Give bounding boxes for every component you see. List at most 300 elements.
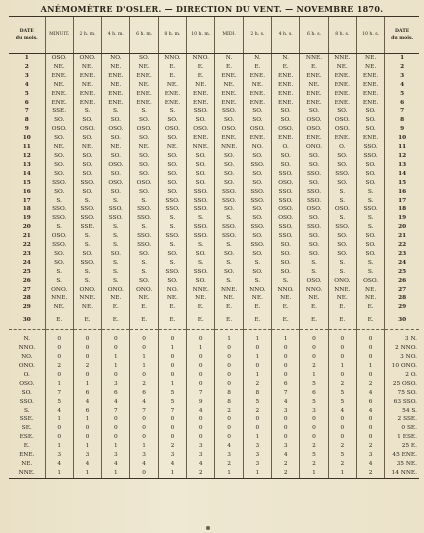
count-cell: 5 [300, 380, 328, 389]
direction-cell: ENE. [272, 134, 300, 143]
total-direction: SSE. [403, 416, 417, 423]
direction-cell: SO. [356, 170, 384, 179]
direction-cell: N. [243, 54, 271, 63]
direction-cell: SO. [243, 152, 271, 161]
count-cell: 0 [215, 344, 243, 353]
direction-cell: SSO. [243, 223, 271, 232]
count-cell: 0 [243, 344, 271, 353]
direction-cell: SO. [356, 125, 384, 134]
total-row [9, 344, 419, 353]
day-number-right: 25 [385, 268, 419, 277]
count-cell: 0 [215, 424, 243, 433]
count-cell: 0 [158, 424, 186, 433]
count-cell: 3 [243, 460, 271, 469]
direction-cell: NE. [356, 294, 384, 303]
direction-cell: SSO. [215, 232, 243, 241]
count-cell: 1 [73, 442, 101, 451]
day-number: 23 [22, 250, 31, 257]
total-cell [385, 398, 419, 407]
direction-cell: ENE. [102, 90, 130, 99]
count-cell: 0 [187, 353, 215, 362]
direction-cell: E. [158, 303, 186, 312]
day-number: 14 [22, 170, 31, 177]
table-header [9, 17, 419, 54]
direction-cell: SO. [73, 170, 101, 179]
direction-cell: NE. [102, 63, 130, 72]
day-row [9, 54, 419, 63]
direction-cell: SSO. [187, 188, 215, 197]
day-number: 13 [22, 161, 31, 168]
direction-cell: S. [215, 259, 243, 268]
count-cell: 1 [102, 469, 130, 478]
direction-cell: SSO. [300, 197, 328, 206]
direction-cell: SSO. [130, 214, 158, 223]
direction-cell: NE. [130, 63, 158, 72]
direction-cell: SO. [328, 107, 356, 116]
direction-cell: ENE. [243, 134, 271, 143]
count-cell: 7 [102, 407, 130, 416]
direction-cell: ENE. [45, 99, 73, 108]
total-count: 3 [400, 354, 404, 361]
direction-cell: SO. [272, 116, 300, 125]
count-cell: 0 [45, 433, 73, 442]
count-cell: 2 [300, 362, 328, 371]
direction-cell: ENE. [102, 72, 130, 81]
count-cell: 0 [102, 424, 130, 433]
direction-cell: NE. [73, 63, 101, 72]
total-cell [385, 362, 419, 371]
direction-cell: ENE. [356, 134, 384, 143]
count-cell: 0 [187, 380, 215, 389]
day-row [9, 259, 419, 268]
hour-column-header: 8 h. m. [158, 17, 186, 54]
count-cell: 0 [45, 424, 73, 433]
total-direction: ESE. [402, 434, 417, 441]
total-row [9, 371, 419, 380]
hour-column-header: 10 h. s. [356, 17, 384, 54]
direction-cell: E. [130, 303, 158, 312]
direction-cell: S. [215, 277, 243, 286]
total-row [9, 389, 419, 398]
count-cell: 0 [130, 344, 158, 353]
count-cell: 1 [243, 371, 271, 380]
direction-cell: SSO. [187, 205, 215, 214]
direction-cell: SO. [158, 170, 186, 179]
total-cell [385, 407, 419, 416]
direction-cell: ONO. [130, 286, 158, 295]
direction-cell: S. [158, 241, 186, 250]
direction-cell: SO. [356, 179, 384, 188]
count-cell: 0 [328, 353, 356, 362]
direction-cell: OSO. [356, 277, 384, 286]
day-number-right: 29 [385, 303, 419, 312]
direction-cell: NE. [215, 294, 243, 303]
day-row [9, 152, 419, 161]
direction-cell: SSO. [243, 197, 271, 206]
direction-cell: E. [300, 63, 328, 72]
direction-cell: S. [73, 268, 101, 277]
direction-cell: E. [215, 63, 243, 72]
direction-cell: ENE. [102, 99, 130, 108]
direction-cell: SO. [356, 107, 384, 116]
direction-cell: SSO. [300, 188, 328, 197]
direction-cell: ENE. [45, 72, 73, 81]
day-number: 18 [22, 206, 31, 213]
day-number: 7 [24, 108, 29, 115]
count-cell: 0 [272, 344, 300, 353]
direction-cell: SO. [243, 232, 271, 241]
direction-cell: ENE. [272, 81, 300, 90]
count-cell: 2 [328, 460, 356, 469]
direction-cell: SSO. [158, 205, 186, 214]
count-cell: 0 [300, 335, 328, 344]
count-cell: 9 [187, 398, 215, 407]
direction-cell: OSO. [243, 125, 271, 134]
count-cell: 5 [300, 398, 328, 407]
direction-cell: SSO. [300, 170, 328, 179]
direction-cell: SO. [243, 205, 271, 214]
direction-cell: SSO. [158, 197, 186, 206]
direction-cell: SO. [328, 152, 356, 161]
direction-cell: OSO. [300, 125, 328, 134]
direction-cell: NNE. [45, 294, 73, 303]
direction-cell: S. [45, 197, 73, 206]
wind-direction-table [9, 16, 419, 479]
direction-cell: SO. [187, 116, 215, 125]
direction-label: E. [23, 443, 30, 450]
day-number: 12 [22, 152, 31, 159]
direction-cell: S. [102, 223, 130, 232]
direction-totals [9, 330, 419, 479]
direction-cell: NE. [130, 143, 158, 152]
total-direction: O. [410, 371, 417, 378]
direction-cell: SSO. [328, 170, 356, 179]
direction-cell: E. [243, 63, 271, 72]
direction-cell: SO. [272, 259, 300, 268]
count-cell: 0 [130, 433, 158, 442]
count-cell: 8 [215, 398, 243, 407]
direction-cell: SSO. [45, 179, 73, 188]
total-count: 75 [397, 389, 405, 396]
count-cell: 4 [45, 460, 73, 469]
count-cell: 1 [45, 380, 73, 389]
total-row [9, 335, 419, 344]
direction-cell: OSO. [102, 125, 130, 134]
direction-cell: SO. [243, 214, 271, 223]
count-cell: 0 [158, 353, 186, 362]
count-cell: 0 [328, 371, 356, 380]
direction-cell: SSO. [130, 241, 158, 250]
direction-cell: ENE. [215, 90, 243, 99]
direction-cell: SO. [45, 259, 73, 268]
total-count: 10 [391, 363, 400, 369]
direction-cell: NNE. [187, 286, 215, 295]
direction-cell: E. [272, 63, 300, 72]
count-cell: 6 [102, 389, 130, 398]
direction-label: NNO. [18, 345, 35, 352]
day-number-right: 16 [385, 188, 419, 197]
direction-cell: SO. [73, 134, 101, 143]
direction-cell: SO. [328, 241, 356, 250]
day-number-right: 10 [385, 134, 419, 143]
count-cell: 0 [300, 353, 328, 362]
direction-cell: S. [102, 259, 130, 268]
total-cell [385, 380, 419, 389]
direction-cell: SO. [300, 179, 328, 188]
count-cell: 1 [356, 362, 384, 371]
direction-cell: SO. [300, 152, 328, 161]
direction-cell: SO. [272, 241, 300, 250]
count-cell: 4 [328, 407, 356, 416]
count-cell: 4 [102, 460, 130, 469]
day-number: 26 [22, 277, 31, 284]
total-direction: NE. [405, 460, 417, 467]
direction-cell: S. [45, 277, 73, 286]
total-row [9, 407, 419, 416]
direction-cell: SO. [130, 170, 158, 179]
count-cell: 0 [272, 353, 300, 362]
count-cell: 0 [356, 415, 384, 424]
count-cell: 1 [73, 469, 101, 478]
date-label-right: DATE [395, 28, 410, 34]
direction-cell: NE. [328, 294, 356, 303]
direction-cell: S. [158, 107, 186, 116]
direction-cell: SO. [102, 116, 130, 125]
direction-cell: SSO. [73, 179, 101, 188]
day-row [9, 125, 419, 134]
count-cell: 2 [215, 407, 243, 416]
direction-cell: NE. [130, 294, 158, 303]
direction-cell: ENE. [272, 72, 300, 81]
direction-cell: SSO. [158, 232, 186, 241]
day-number-right: 27 [385, 286, 419, 295]
direction-cell: SO. [158, 179, 186, 188]
direction-cell: NE. [158, 294, 186, 303]
direction-cell: SO. [130, 134, 158, 143]
count-cell: 1 [73, 415, 101, 424]
count-cell: 1 [45, 442, 73, 451]
total-direction: ENE. [401, 452, 417, 459]
total-row [9, 353, 419, 362]
day-row [9, 312, 419, 330]
count-cell: 1 [215, 469, 243, 478]
direction-cell: OSO. [272, 205, 300, 214]
count-cell: 4 [187, 460, 215, 469]
count-cell: 4 [130, 460, 158, 469]
direction-cell: OSO. [328, 125, 356, 134]
direction-cell: ONO. [45, 286, 73, 295]
direction-cell: ENE. [300, 72, 328, 81]
direction-cell: OSO. [45, 232, 73, 241]
day-row [9, 303, 419, 312]
direction-cell: ENE. [73, 99, 101, 108]
total-count: 25 [401, 443, 410, 450]
direction-cell: SO. [300, 232, 328, 241]
direction-cell: S. [243, 277, 271, 286]
total-count: 0 [401, 425, 406, 432]
day-row [9, 223, 419, 232]
total-row [9, 460, 419, 469]
direction-cell: E. [158, 63, 186, 72]
count-cell: 1 [328, 362, 356, 371]
direction-cell: ENE. [272, 90, 300, 99]
day-row [9, 232, 419, 241]
day-number-right: 18 [385, 205, 419, 214]
count-cell: 3 [243, 442, 271, 451]
direction-cell: ENE. [158, 99, 186, 108]
day-row [9, 63, 419, 72]
direction-cell: SO. [158, 116, 186, 125]
direction-cell: S. [102, 232, 130, 241]
direction-cell: SSO. [215, 188, 243, 197]
direction-cell: NE. [73, 143, 101, 152]
direction-cell: S. [356, 223, 384, 232]
total-direction: NNE. [400, 469, 417, 476]
direction-cell: N. [215, 54, 243, 63]
direction-cell: O. [272, 143, 300, 152]
count-cell: 3 [187, 442, 215, 451]
count-cell: 4 [45, 407, 73, 416]
direction-cell: SO. [243, 107, 271, 116]
count-cell: 0 [243, 415, 271, 424]
count-cell: 1 [130, 353, 158, 362]
direction-cell: S. [130, 268, 158, 277]
count-cell: 3 [300, 407, 328, 416]
total-cell [385, 389, 419, 398]
direction-cell: OSO. [73, 125, 101, 134]
total-count: 1 [397, 434, 401, 441]
hour-column-header: 10 h. m. [187, 17, 215, 54]
count-cell: 1 [130, 362, 158, 371]
direction-cell: S. [73, 232, 101, 241]
direction-cell: O. [328, 143, 356, 152]
direction-cell: E. [130, 312, 158, 330]
day-number-right: 20 [385, 223, 419, 232]
direction-cell: S. [102, 277, 130, 286]
count-cell: 2 [300, 442, 328, 451]
count-cell: 0 [300, 344, 328, 353]
total-cell [385, 451, 419, 460]
direction-cell: E. [102, 312, 130, 330]
direction-label: ENE. [19, 452, 35, 459]
direction-cell: SSO. [187, 268, 215, 277]
daily-observations [9, 54, 419, 330]
direction-cell: E. [328, 303, 356, 312]
count-cell: 0 [73, 371, 101, 380]
direction-cell: OSO. [187, 125, 215, 134]
direction-cell: SSO. [130, 232, 158, 241]
count-cell: 2 [158, 442, 186, 451]
direction-cell: NNE. [215, 286, 243, 295]
total-cell [385, 344, 419, 353]
total-cell [385, 469, 419, 478]
day-number: 16 [22, 188, 31, 195]
direction-cell: SO. [300, 250, 328, 259]
direction-cell: SO. [272, 107, 300, 116]
count-cell: 4 [73, 460, 101, 469]
direction-cell: ENE. [272, 99, 300, 108]
direction-cell: SSO. [356, 205, 384, 214]
direction-cell: NE. [215, 81, 243, 90]
direction-cell: ENE. [300, 99, 328, 108]
day-number-right: 8 [385, 116, 419, 125]
direction-cell: SO. [73, 250, 101, 259]
direction-cell: NE. [300, 81, 328, 90]
direction-cell: S. [73, 107, 101, 116]
direction-cell: NE. [102, 294, 130, 303]
direction-cell: SO. [300, 107, 328, 116]
count-cell: 1 [102, 442, 130, 451]
total-count: 63 [393, 398, 402, 405]
hour-column-header: 6 h. s. [300, 17, 328, 54]
direction-cell: NNE. [300, 54, 328, 63]
day-number: 15 [22, 179, 31, 186]
direction-cell: SSO. [215, 107, 243, 116]
count-cell: 2 [45, 362, 73, 371]
direction-cell: E. [356, 312, 384, 330]
count-cell: 0 [215, 353, 243, 362]
direction-cell: SSO. [73, 214, 101, 223]
du-mois-label: du mois. [15, 35, 38, 41]
du-mois-label-right: du mois. [391, 35, 414, 41]
count-cell: 8 [243, 389, 271, 398]
count-cell: 6 [272, 380, 300, 389]
direction-cell: S. [356, 188, 384, 197]
count-cell: 1 [158, 344, 186, 353]
direction-cell: SO. [187, 179, 215, 188]
count-cell: 4 [102, 398, 130, 407]
direction-cell: SO. [45, 152, 73, 161]
day-row [9, 170, 419, 179]
count-cell: 0 [300, 424, 328, 433]
count-cell: 2 [356, 442, 384, 451]
count-cell: 4 [215, 442, 243, 451]
direction-cell: NE. [130, 81, 158, 90]
direction-cell: NNO. [187, 54, 215, 63]
direction-cell: NE. [356, 63, 384, 72]
direction-cell: E. [328, 312, 356, 330]
total-count: 2 [405, 371, 409, 378]
direction-cell: NE. [45, 303, 73, 312]
direction-cell: E. [187, 72, 215, 81]
day-row [9, 161, 419, 170]
direction-cell: S. [328, 268, 356, 277]
direction-cell: SSO. [272, 223, 300, 232]
direction-cell: E. [158, 312, 186, 330]
direction-cell: SO. [130, 116, 158, 125]
direction-cell: SO. [187, 250, 215, 259]
total-direction: N. [410, 336, 417, 343]
count-cell: 4 [130, 398, 158, 407]
direction-cell: S. [356, 214, 384, 223]
day-number: 5 [24, 90, 29, 97]
day-number-right: 11 [385, 143, 419, 152]
count-cell: 1 [158, 380, 186, 389]
count-cell: 0 [73, 335, 101, 344]
direction-cell: SO. [328, 161, 356, 170]
header-row [9, 17, 419, 54]
direction-cell: SO. [45, 116, 73, 125]
count-cell: 0 [130, 415, 158, 424]
total-cell [385, 415, 419, 424]
direction-cell: S. [215, 241, 243, 250]
count-cell: 4 [73, 398, 101, 407]
direction-cell: S. [73, 241, 101, 250]
direction-cell: SSO. [102, 205, 130, 214]
day-number-right: 17 [385, 197, 419, 206]
direction-cell: ENE. [328, 90, 356, 99]
direction-cell: OSO. [272, 125, 300, 134]
